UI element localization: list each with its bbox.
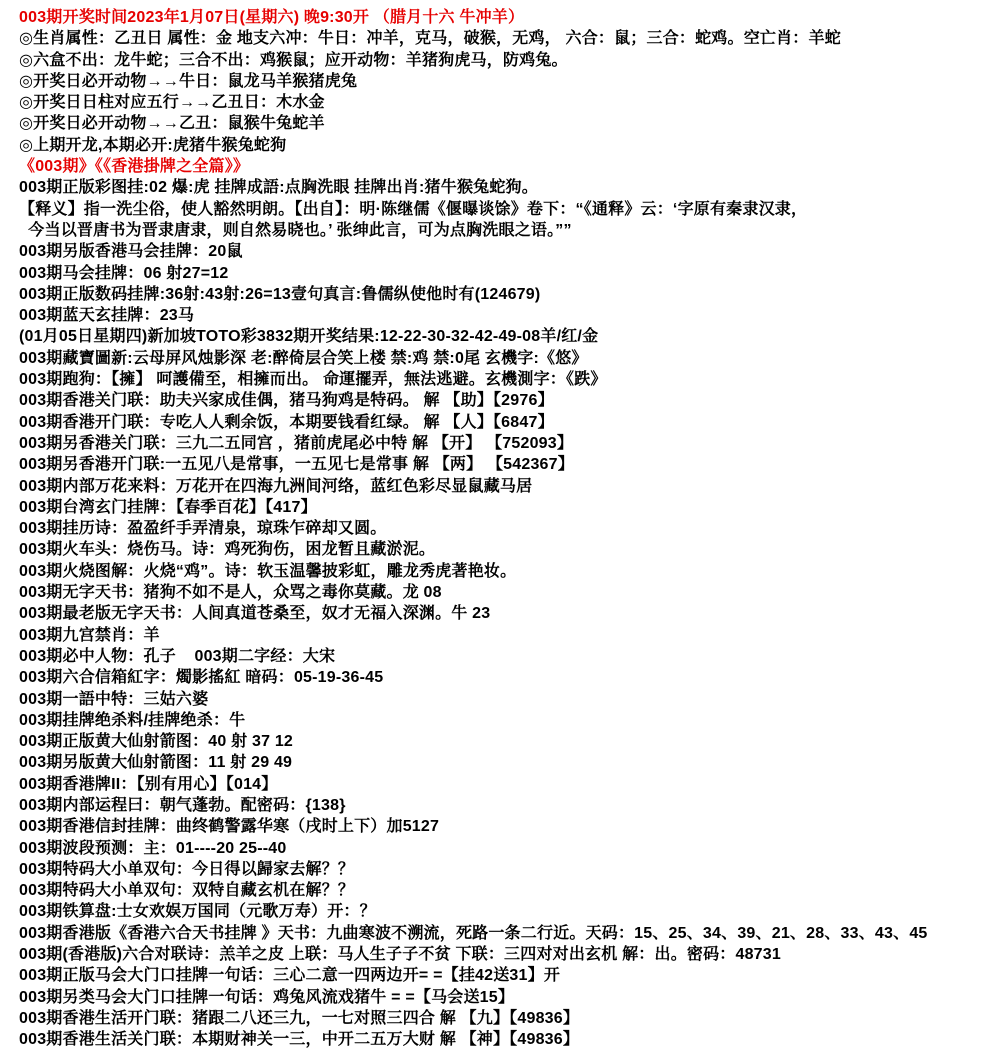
text-line: ◎上期开龙,本期必开:虎猪牛猴兔蛇狗 xyxy=(19,136,287,154)
text-line: 003期另香港关门联：三九二五同宫 ，猪前虎尾必中特 解 【开】 【752093】 xyxy=(19,434,574,452)
text-line: 003期必中人物：孔子 003期二字经：大宋 xyxy=(19,647,336,665)
text-line: 003期内部运程曰：朝气蓬勃。配密码：{138} xyxy=(19,796,346,814)
text-line: 003期香港生活关门联：本期财神关一三，中开二五万大财 解 【神】【49836】 xyxy=(19,1031,580,1049)
text-line: 003期火烧图解：火烧“鸡”。诗：软玉温馨披彩虹，雕龙秀虎著艳妆。 xyxy=(19,562,517,580)
text-line: ◎生肖属性：乙丑日 属性：金 地支六冲：牛日：冲羊，克马，破猴，无鸡， 六合：鼠；三合：蛇鸡。空亡肖：羊蛇 xyxy=(19,30,841,48)
text-line: 003期藏寶圖新:云母屏风烛影深 老:醉倚层合笑上楼 禁:鸡 禁:0尾 玄機字:《悠》 xyxy=(19,349,588,367)
text-line: 003期香港版《香港六合天书挂牌 》天书：九曲寒波不溯流，死路一条二行近。天码：15、25、34、39、21、28、33、43、45 xyxy=(19,924,928,942)
text-line: 003期正版马会大门口挂牌一句话：三心二意一四两边开= =【挂42送31】开 xyxy=(19,967,561,985)
text-line: 003期六合信箱紅字：燭影搖紅 暗码：05-19-36-45 xyxy=(19,669,384,687)
text-line: 003期另版香港马会挂牌：20鼠 xyxy=(19,243,243,261)
text-line: 003期跑狗：【擁】 呵護備至，相擁而出。 命運擺弄，無法逃避。玄機測字：《跌》 xyxy=(19,371,607,389)
text-line: ◎六盒不出：龙牛蛇；三合不出：鸡猴鼠；应开动物：羊猪狗虎马，防鸡兔。 xyxy=(19,51,568,69)
text-line: 003期(香港版)六合对联诗：羔羊之皮 上联：马人生子子不贫 下联：三四对对出玄机 解：出。密码：48731 xyxy=(19,946,781,964)
text-line: 003期台湾玄门挂牌：【春季百花】【417】 xyxy=(19,498,317,516)
text-line: 003期马会挂牌：06 射27=12 xyxy=(19,264,229,282)
text-line: 003期另香港开门联:一五见八是常事，一五见七是常事 解 【两】 【542367】 xyxy=(19,456,574,474)
text-line: 003期正版彩图挂:02 爆:虎 挂牌成語:点胸洗眼 挂牌出肖:猪牛猴兔蛇狗。 xyxy=(19,179,538,197)
text-line: 003期挂历诗：盈盈纤手弄清泉，琼珠乍碎却又圆。 xyxy=(19,520,387,538)
text-line: 003期波段预测：主：01----20 25--40 xyxy=(19,839,287,857)
text-line: 003期内部万花来料：万花开在四海九洲间河络，蓝红色彩尽显鼠藏马居 xyxy=(19,477,533,495)
text-line: 003期香港生活开门联：猪跟二八还三九，一七对照三四合 解 【九】【49836】 xyxy=(19,1009,580,1027)
text-line: 003期正版数码挂牌:36射:43射:26=13壹句真言:鲁儒纵使他时有(124679) xyxy=(19,285,541,303)
section-heading: 《003期》《《香港掛牌之全篇》》 xyxy=(19,158,250,176)
text-line: 003期香港关门联：助夫兴家成佳偶，猪马狗鸡是特码。 解 【助】【2976】 xyxy=(19,392,554,410)
text-line: 003期特码大小单双句：今日得以歸家去解？？ xyxy=(19,860,355,878)
text-line: 003期香港信封挂牌：曲终鹤警露华寒（戌时上下）加5127 xyxy=(19,818,440,836)
text-line: 003期最老版无字天书：人间真道苍桑至，奴才无福入深渊。牛 23 xyxy=(19,605,491,623)
text-line: 003期香港牌II：【别有用心】【014】 xyxy=(19,775,278,793)
text-line: 003期另版黄大仙射箭图：11 射 29 49 xyxy=(19,754,293,772)
text-line: 今当以晋唐书为晋隶唐隶，则自然易晓也。’ 张绅此言，可为点胸洗眼之语。”” xyxy=(19,221,572,239)
text-line: (01月05日星期四)新加坡TOTO彩3832期开奖结果:12-22-30-32-42-49-08羊/红/金 xyxy=(19,328,599,346)
text-line: 003期挂牌绝杀料/挂牌绝杀：牛 xyxy=(19,711,246,729)
text-line: 003期正版黄大仙射箭图：40 射 37 12 xyxy=(19,733,294,751)
text-line: ◎开奖日日柱对应五行→→乙丑日：木水金 xyxy=(19,94,325,112)
text-line: 003期无字天书：猪狗不如不是人，众骂之毒你莫藏。龙 08 xyxy=(19,584,442,602)
text-line: 003期火车头：烧伤马。诗：鸡死狗伤，困龙暂且藏淤泥。 xyxy=(19,541,436,559)
text-line: 003期另类马会大门口挂牌一句话：鸡兔风流戏猪牛 = =【马会送15】 xyxy=(19,988,515,1006)
text-line: 【释义】指一洗尘俗，使人豁然明朗。【出自】：明·陈继儒《偃曝谈馀》卷下：“《通释》云：‘字原有秦隶汉隶， xyxy=(19,200,808,218)
section-heading: 003期开奖时间2023年1月07日(星期六) 晚9:30开 （腊月十六 牛冲羊） xyxy=(19,9,525,26)
text-line: ◎开奖日必开动物→→乙丑：鼠猴牛兔蛇羊 xyxy=(19,115,325,133)
text-line: 003期九宫禁肖：羊 xyxy=(19,626,160,644)
text-line: ◎开奖日必开动物→→牛日：鼠龙马羊猴猪虎兔 xyxy=(19,72,358,90)
text-line: 003期蓝天玄挂牌：23马 xyxy=(19,307,195,325)
text-line: 003期特码大小单双句：双特自藏玄机在解？？ xyxy=(19,882,355,900)
text-line: 003期铁算盘:士女欢娱万国同（元歌万寿）开：？ xyxy=(19,903,376,921)
text-line: 003期香港开门联：专吃人人剩余饭，本期要钱看红绿。 解 【人】【6847】 xyxy=(19,413,554,431)
text-line: 003期一語中特：三姑六婆 xyxy=(19,690,209,708)
